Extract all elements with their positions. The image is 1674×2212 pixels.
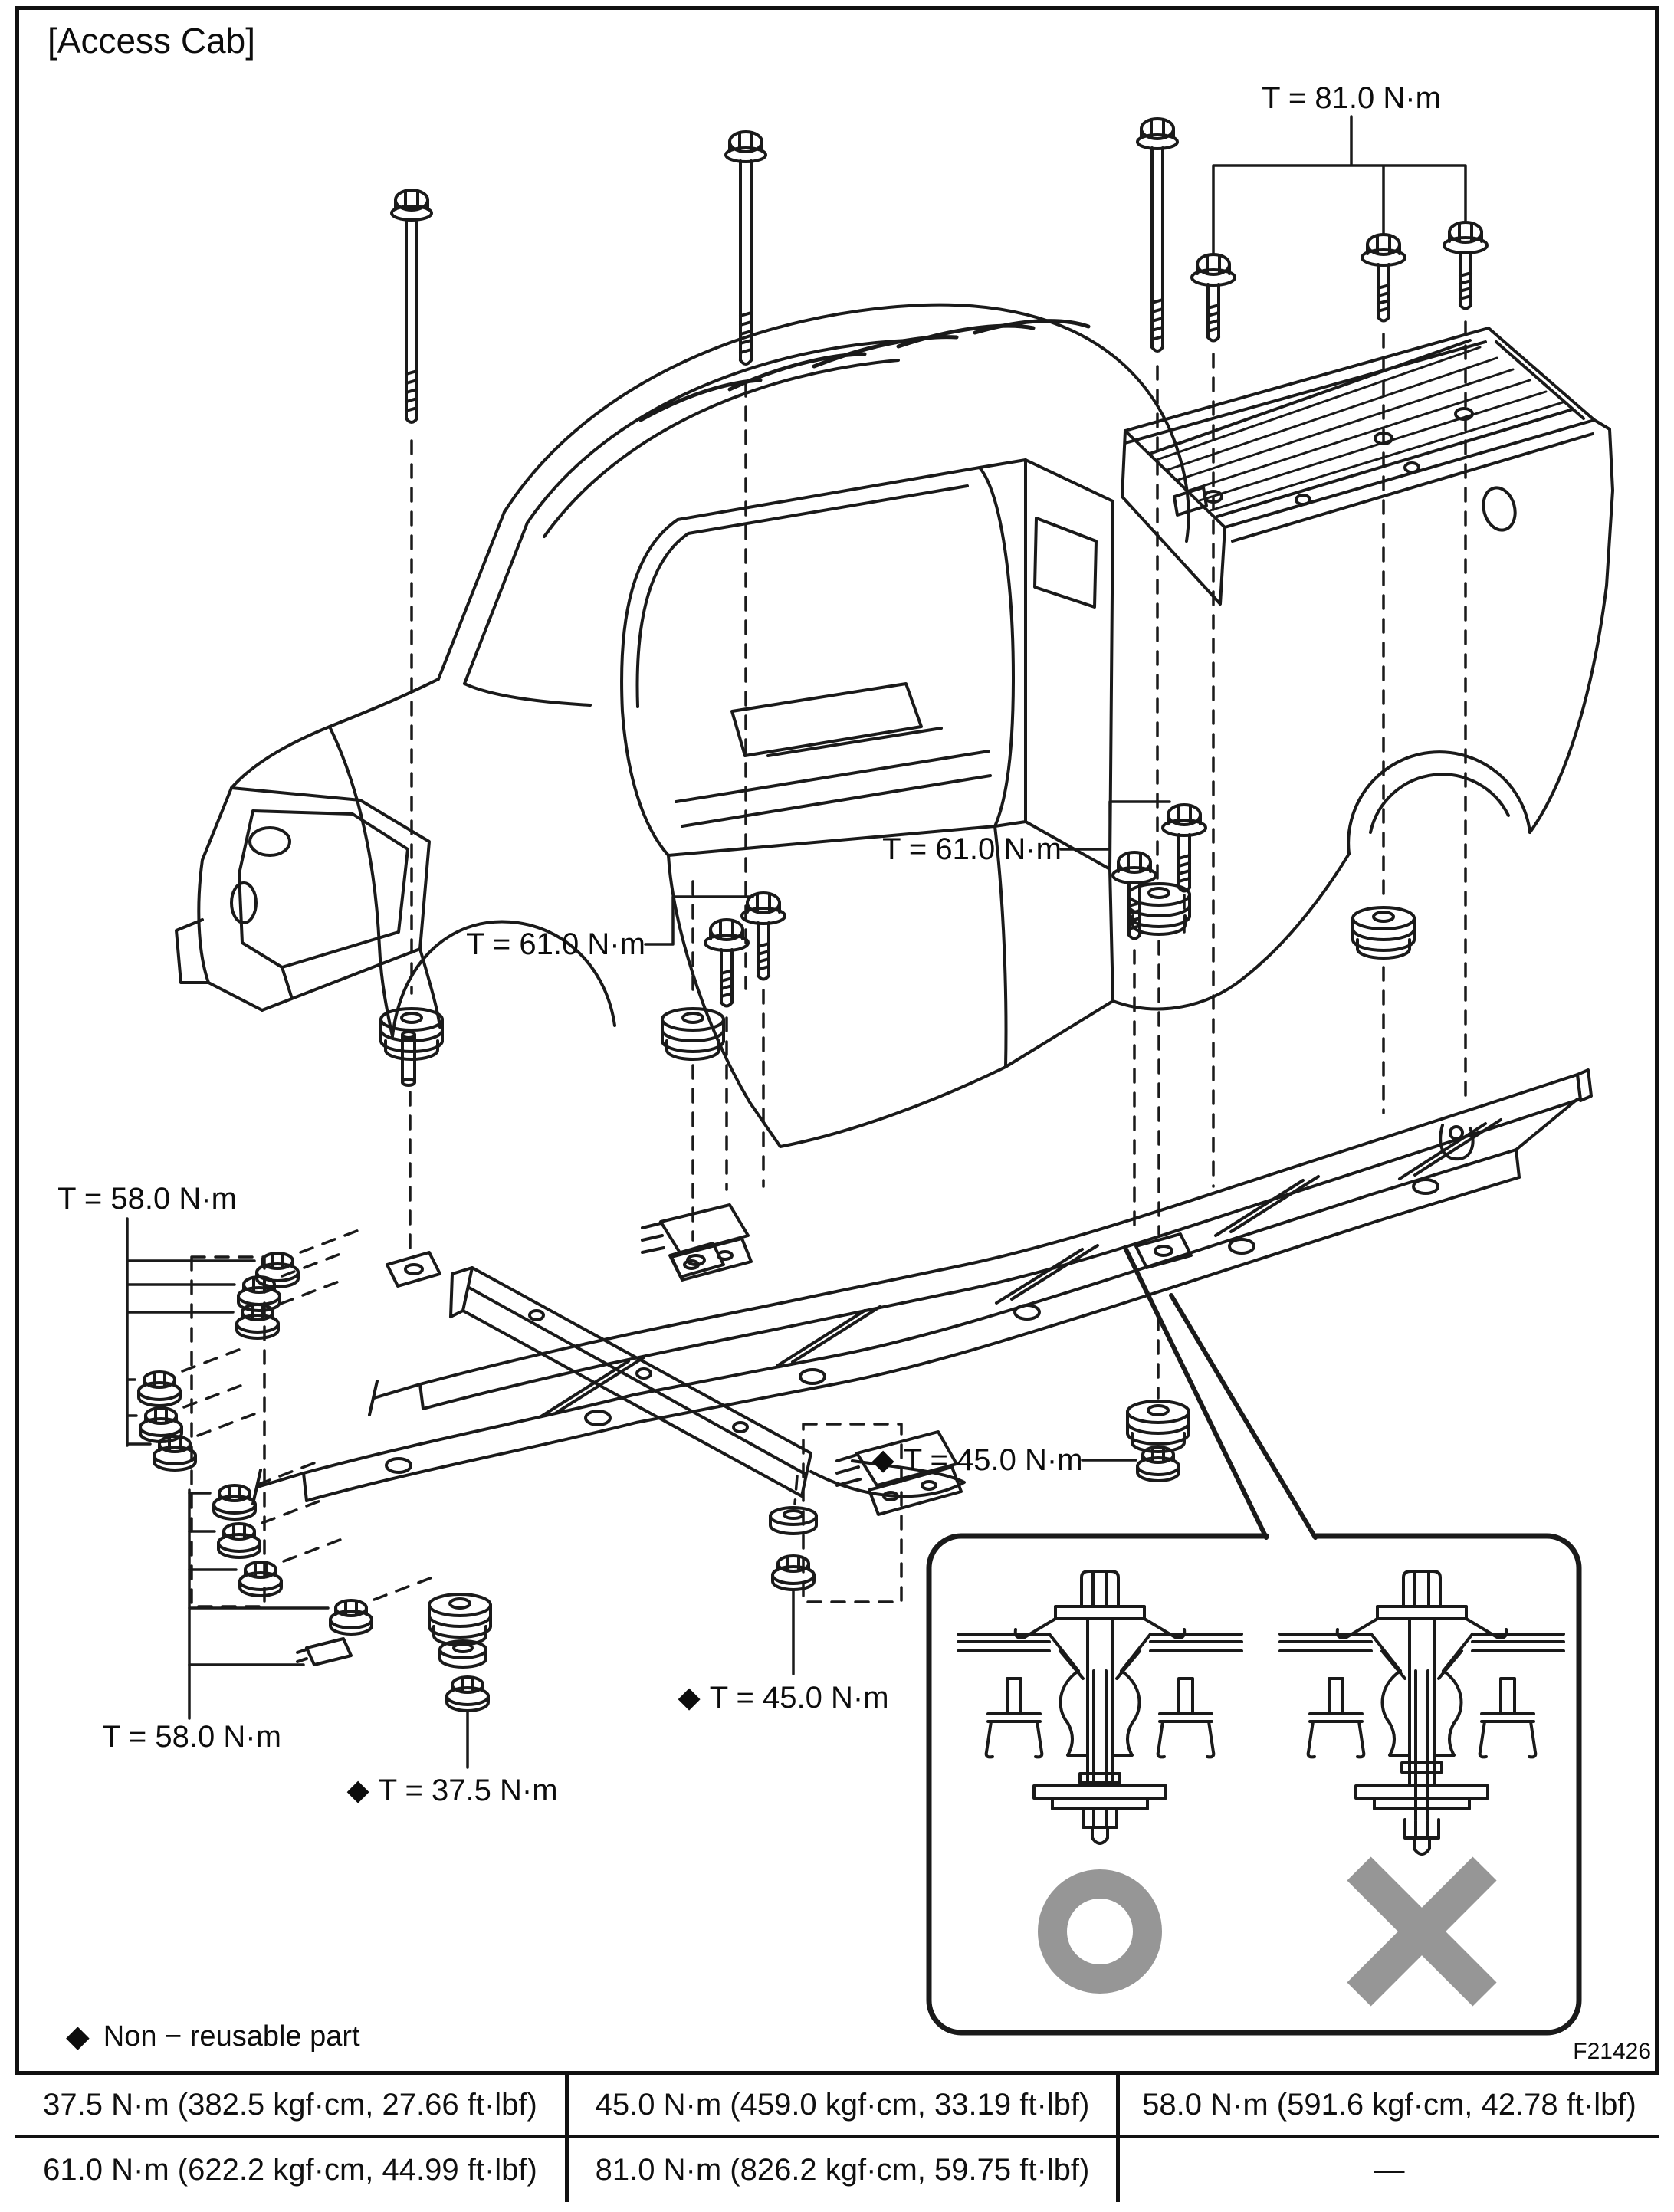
figure-code: F21426 [1573, 2039, 1651, 2064]
torque-label-58-lower [102, 1721, 281, 1752]
torque-label-61-right-text: T = 61.0 N·m [882, 832, 1062, 866]
table-cell: 45.0 N·m (459.0 kgf·cm, 33.19 ft·lbf) [569, 2075, 1120, 2138]
non-reusable-diamond-icon: ◆ [346, 1774, 369, 1807]
non-reusable-diamond-icon: ◆ [871, 1444, 894, 1476]
torque-label-37-5 [346, 1775, 557, 1806]
torque-label-61-left [466, 929, 645, 960]
torque-label-61-right [882, 834, 1062, 865]
non-reusable-legend [66, 2019, 360, 2054]
torque-label-58-upper [57, 1183, 237, 1214]
non-reusable-legend-text: Non − reusable part [103, 2020, 360, 2053]
torque-conversion-table [15, 2071, 1659, 2198]
torque-label-61-left-text: T = 61.0 N·m [466, 927, 645, 961]
non-reusable-diamond-icon: ◆ [678, 1682, 701, 1714]
torque-label-45-lower-text: T = 45.0 N·m [709, 1681, 889, 1715]
torque-label-45-lower [678, 1682, 888, 1713]
torque-label-58-upper-text: T = 58.0 N·m [57, 1182, 237, 1216]
page-title: [Access Cab] [48, 21, 255, 61]
torque-label-37-5-text: T = 37.5 N·m [378, 1774, 558, 1807]
torque-label-45-upper-text: T = 45.0 N·m [903, 1443, 1083, 1477]
table-cell: 61.0 N·m (622.2 kgf·cm, 44.99 ft·lbf) [15, 2138, 569, 2202]
torque-label-81-text: T = 81.0 N·m [1262, 81, 1441, 115]
torque-label-81 [1262, 83, 1441, 113]
table-cell: 37.5 N·m (382.5 kgf·cm, 27.66 ft·lbf) [15, 2075, 569, 2138]
inset-detail-box [929, 1248, 1579, 2033]
torque-label-58-lower-text: T = 58.0 N·m [102, 1720, 281, 1754]
table-cell: 58.0 N·m (591.6 kgf·cm, 42.78 ft·lbf) [1120, 2075, 1659, 2138]
table-cell: — [1374, 2153, 1405, 2187]
non-reusable-diamond-icon: ◆ [66, 2020, 90, 2053]
torque-label-45-upper [871, 1445, 1082, 1475]
table-cell: 81.0 N·m (826.2 kgf·cm, 59.75 ft·lbf) [569, 2138, 1120, 2202]
cab-body-drawing [176, 305, 1613, 1147]
